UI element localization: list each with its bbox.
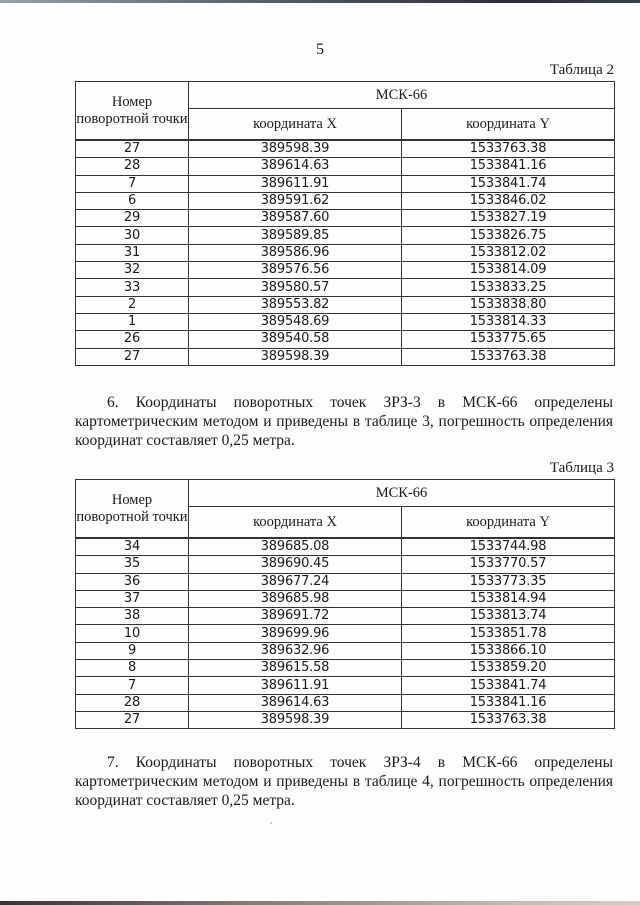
paragraph-7-first-line: 7. Координаты поворотных точек ЗРЗ-4 в МСК-66 определены: [107, 754, 613, 771]
table-2-caption: Таблица 2: [549, 62, 614, 78]
cell-coord-x: 389699.96: [189, 625, 402, 642]
cell-coord-y: 1533814.09: [402, 262, 615, 279]
paragraph-6-rest: картометрическим методом и приведены в таблице 3, погрешность определения координат составляет 0,25 метра.: [75, 413, 613, 449]
table-row: [76, 296, 615, 313]
cell-coord-y: 1533846.02: [402, 192, 615, 209]
table-row: [76, 313, 615, 330]
cell-coord-y: 1533773.35: [402, 573, 615, 590]
cell-coord-x: 389611.91: [189, 175, 402, 192]
table-row: [76, 694, 615, 711]
table-row: [76, 158, 615, 175]
cell-coord-y: 1533826.75: [402, 227, 615, 244]
cell-point-number: 37: [76, 590, 189, 607]
cell-coord-x: 389677.24: [189, 573, 402, 590]
table-row: [76, 348, 615, 365]
paragraph-6: [75, 393, 613, 450]
header-coordinate-system: МСК-66: [189, 480, 615, 507]
cell-coord-y: 1533827.19: [402, 210, 615, 227]
table-3: [75, 479, 615, 729]
cell-coord-x: 389548.69: [189, 313, 402, 330]
cell-coord-x: 389586.96: [189, 244, 402, 261]
cell-point-number: 33: [76, 279, 189, 296]
table-row: [76, 573, 615, 590]
table-row: [76, 625, 615, 642]
cell-point-number: 7: [76, 677, 189, 694]
scan-speck: [270, 822, 272, 824]
cell-coord-x: 389576.56: [189, 262, 402, 279]
cell-point-number: 28: [76, 694, 189, 711]
cell-coord-y: 1533851.78: [402, 625, 615, 642]
table-row: [76, 227, 615, 244]
cell-coord-x: 389691.72: [189, 608, 402, 625]
cell-coord-y: 1533841.16: [402, 694, 615, 711]
cell-coord-y: 1533841.74: [402, 677, 615, 694]
cell-coord-y: 1533763.38: [402, 140, 615, 158]
header-coord-y: координата Y: [402, 109, 615, 141]
cell-coord-y: 1533866.10: [402, 642, 615, 659]
header-coordinate-system: МСК-66: [189, 82, 615, 109]
scan-edge-top: [0, 0, 640, 3]
cell-point-number: 26: [76, 331, 189, 348]
cell-point-number: 29: [76, 210, 189, 227]
table-3-caption: Таблица 3: [549, 460, 614, 476]
cell-point-number: 28: [76, 158, 189, 175]
cell-point-number: 35: [76, 556, 189, 573]
table-row: [76, 210, 615, 227]
cell-point-number: 2: [76, 296, 189, 313]
table-row: [76, 677, 615, 694]
header-coord-y: координата Y: [402, 507, 615, 539]
cell-point-number: 32: [76, 262, 189, 279]
cell-coord-y: 1533744.98: [402, 538, 615, 556]
cell-point-number: 8: [76, 660, 189, 677]
table-row: [76, 331, 615, 348]
paragraph-7-rest: картометрическим методом и приведены в таблице 4, погрешность определения координат составляет 0,25 метра.: [75, 773, 613, 809]
cell-coord-x: 389598.39: [189, 348, 402, 365]
cell-coord-y: 1533838.80: [402, 296, 615, 313]
table-row: [76, 660, 615, 677]
cell-point-number: 27: [76, 348, 189, 365]
paragraph-6-first-line: 6. Координаты поворотных точек ЗРЗ-3 в МСК-66 определены: [107, 394, 613, 411]
table-row: [76, 244, 615, 261]
table-row: [76, 590, 615, 607]
header-point-number: Номер поворотной точки: [76, 480, 189, 539]
cell-point-number: 34: [76, 538, 189, 556]
cell-coord-x: 389553.82: [189, 296, 402, 313]
cell-coord-y: 1533812.02: [402, 244, 615, 261]
cell-coord-y: 1533813.74: [402, 608, 615, 625]
cell-coord-x: 389589.85: [189, 227, 402, 244]
cell-coord-x: 389614.63: [189, 694, 402, 711]
header-coord-x: координата X: [189, 507, 402, 539]
cell-coord-x: 389591.62: [189, 192, 402, 209]
table-row: [76, 262, 615, 279]
cell-coord-x: 389632.96: [189, 642, 402, 659]
table-row: [76, 608, 615, 625]
cell-coord-x: 389540.58: [189, 331, 402, 348]
header-point-number: Номер поворотной точки: [76, 82, 189, 141]
cell-coord-y: 1533833.25: [402, 279, 615, 296]
page-number: 5: [316, 41, 324, 58]
cell-point-number: 38: [76, 608, 189, 625]
scan-edge-bottom: [0, 901, 640, 905]
cell-point-number: 10: [76, 625, 189, 642]
cell-coord-y: 1533775.65: [402, 331, 615, 348]
cell-coord-x: 389615.58: [189, 660, 402, 677]
cell-point-number: 36: [76, 573, 189, 590]
cell-coord-x: 389598.39: [189, 711, 402, 728]
table-3-body: [76, 538, 615, 729]
cell-coord-y: 1533770.57: [402, 556, 615, 573]
table-row: [76, 711, 615, 728]
cell-coord-x: 389587.60: [189, 210, 402, 227]
table-row: [76, 192, 615, 209]
table-row: [76, 279, 615, 296]
cell-coord-y: 1533859.20: [402, 660, 615, 677]
cell-point-number: 27: [76, 140, 189, 158]
table-row: [76, 642, 615, 659]
cell-coord-y: 1533841.16: [402, 158, 615, 175]
table-2: [75, 81, 615, 366]
cell-coord-y: 1533841.74: [402, 175, 615, 192]
table-row: [76, 140, 615, 158]
cell-coord-y: 1533763.38: [402, 348, 615, 365]
cell-coord-y: 1533814.94: [402, 590, 615, 607]
header-coord-x: координата X: [189, 109, 402, 141]
cell-coord-x: 389598.39: [189, 140, 402, 158]
cell-point-number: 27: [76, 711, 189, 728]
cell-point-number: 6: [76, 192, 189, 209]
cell-point-number: 1: [76, 313, 189, 330]
cell-coord-y: 1533763.38: [402, 711, 615, 728]
cell-point-number: 30: [76, 227, 189, 244]
paragraph-7: [75, 753, 613, 810]
cell-coord-x: 389685.98: [189, 590, 402, 607]
cell-point-number: 7: [76, 175, 189, 192]
cell-coord-x: 389690.45: [189, 556, 402, 573]
cell-coord-y: 1533814.33: [402, 313, 615, 330]
cell-coord-x: 389611.91: [189, 677, 402, 694]
table-row: [76, 175, 615, 192]
table-2-body: [76, 140, 615, 365]
cell-point-number: 31: [76, 244, 189, 261]
cell-coord-x: 389614.63: [189, 158, 402, 175]
table-row: [76, 556, 615, 573]
cell-coord-x: 389685.08: [189, 538, 402, 556]
cell-coord-x: 389580.57: [189, 279, 402, 296]
table-row: [76, 538, 615, 556]
cell-point-number: 9: [76, 642, 189, 659]
